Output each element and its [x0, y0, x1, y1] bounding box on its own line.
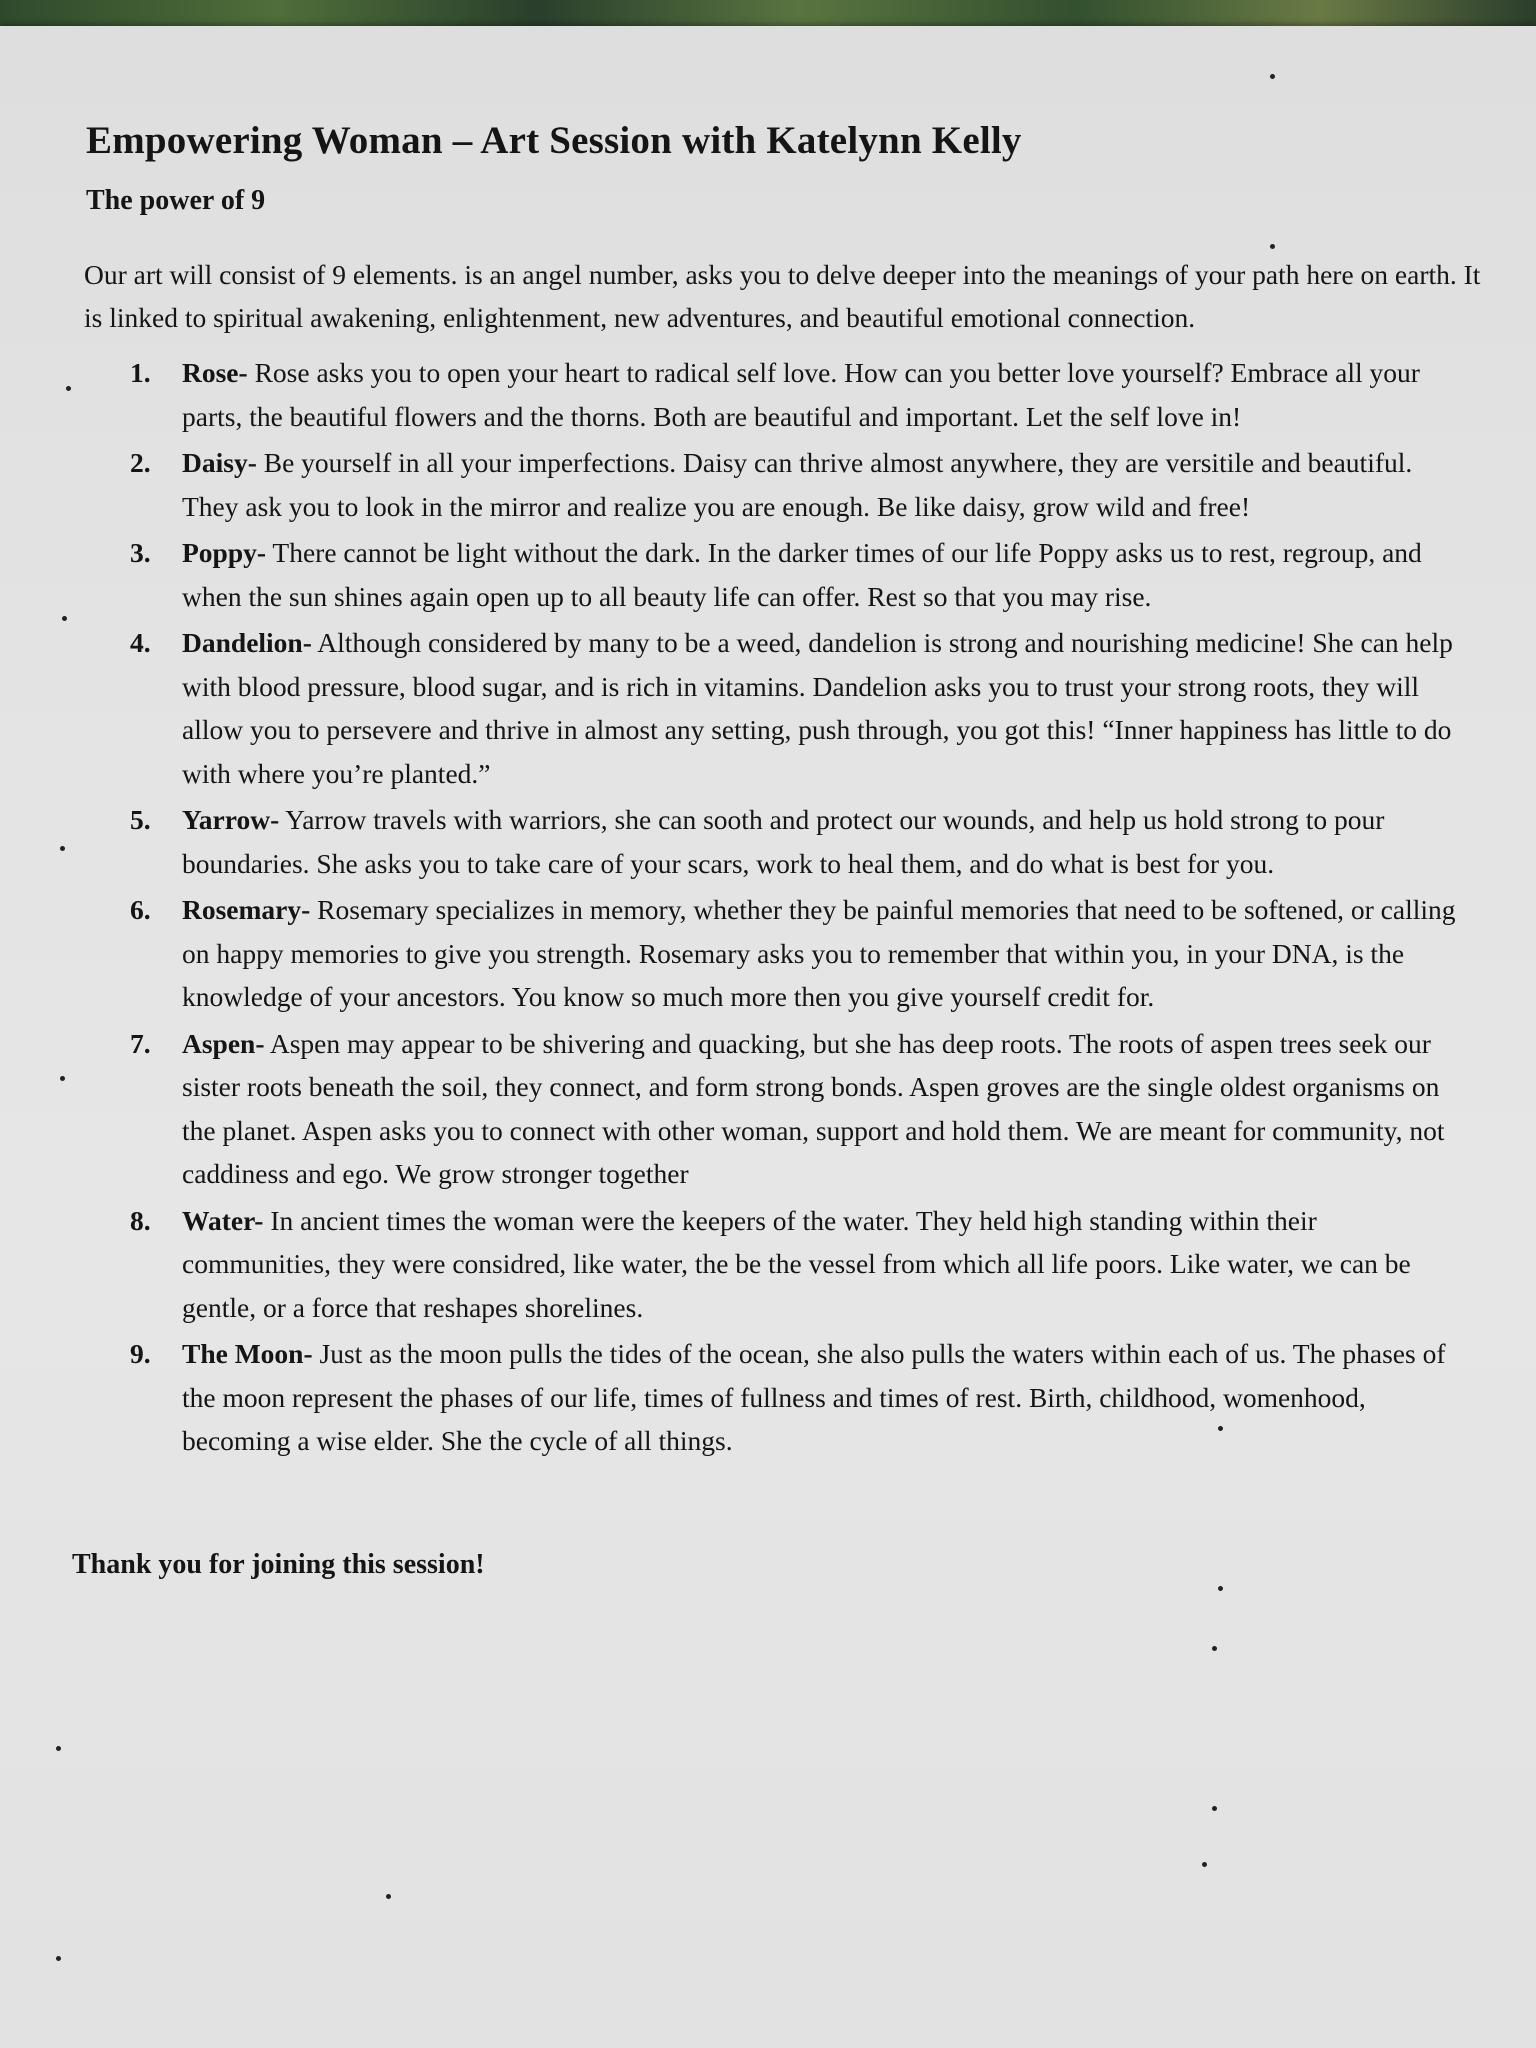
paper-speck	[1218, 1586, 1223, 1591]
item-text: There cannot be light without the dark. In the darker times of our life Poppy asks us to rest, regroup, and when the sun shines again open up to all beauty life can offer. Rest so that you may rise.	[182, 537, 1422, 612]
paper-speck	[60, 846, 65, 851]
document-body	[72, 118, 1504, 1581]
list-item	[130, 351, 1472, 438]
item-number: 9.	[130, 1338, 151, 1369]
paper-speck	[56, 1746, 61, 1751]
list-item	[130, 531, 1472, 618]
paper-speck	[1212, 1646, 1217, 1651]
paper-speck	[1202, 1862, 1207, 1867]
item-number: 3.	[130, 537, 151, 568]
list-item	[130, 888, 1472, 1019]
item-name: Yarrow-	[182, 804, 280, 835]
list-item	[130, 798, 1472, 885]
list-item	[130, 1199, 1472, 1330]
item-number: 4.	[130, 627, 151, 658]
item-text: Rosemary specializes in memory, whether they be painful memories that need to be softened, or calling on happy memories to give you strength. Rosemary asks you to remember that within you, in your DNA, is the knowledge of your ancestors. You know so much more then you give yourself credit for.	[182, 894, 1456, 1012]
paper-speck	[60, 1076, 65, 1081]
document-subtitle: The power of 9	[86, 185, 266, 216]
document-title: Empowering Woman – Art Session with Katelynn Kelly	[86, 119, 1022, 162]
item-text: Aspen may appear to be shivering and quacking, but she has deep roots. The roots of aspen trees seek our sister roots beneath the soil, they connect, and form strong bonds. Aspen groves are the single oldest organisms on the planet. Aspen asks you to connect with other woman, support and hold them. We are meant for community, not caddiness and ego. We grow stronger together	[182, 1027, 1445, 1189]
paper-speck	[386, 1894, 391, 1899]
item-text: In ancient times the woman were the keepers of the water. They held high standing within their communities, they were considred, like water, the be the vessel from which all life poors. Like water, we can be gentle, or a force that reshapes shorelines.	[182, 1204, 1411, 1323]
item-number: 1.	[130, 357, 151, 388]
item-name: The Moon-	[182, 1338, 313, 1369]
item-number: 6.	[130, 894, 151, 925]
item-name: Aspen-	[182, 1027, 265, 1059]
item-name: Poppy-	[182, 537, 267, 568]
list-item	[130, 621, 1472, 795]
paper-speck	[1212, 1806, 1217, 1811]
item-name: Rose-	[182, 357, 248, 388]
item-text: Rose asks you to open your heart to radical self love. How can you better love yourself? Embrace all your parts, the beautiful flowers and the thorns. Both are beautiful and important. Let the self love in!	[182, 357, 1420, 432]
item-text: Just as the moon pulls the tides of the ocean, she also pulls the waters within each of us. The phases of the moon represent the phases of our life, times of fullness and times of rest. Birth, childhood, womenhood, becoming a wise elder. She the cycle of all things.	[182, 1338, 1446, 1456]
item-name: Dandelion-	[182, 627, 312, 658]
intro-paragraph: Our art will consist of 9 elements. is an angel number, asks you to delve deeper into the meanings of your path here on earth. It is linked to spiritual awakening, enlightenment, new adventures, and beautiful emotional connection.	[84, 259, 1481, 333]
item-number: 2.	[130, 447, 151, 478]
list-item	[130, 1022, 1472, 1196]
paper-sheet	[0, 26, 1536, 2048]
item-text: Yarrow travels with warriors, she can sooth and protect our wounds, and help us hold strong to pour boundaries. She asks you to take care of your scars, work to heal them, and do what is best for you.	[182, 804, 1385, 879]
item-number: 7.	[130, 1027, 151, 1059]
item-text: Be yourself in all your imperfections. Daisy can thrive almost anywhere, they are versitile and beautiful. They ask you to look in the mirror and realize you are enough. Be like daisy, grow wild and free!	[182, 447, 1413, 522]
item-number: 8.	[130, 1204, 151, 1236]
item-name: Water-	[182, 1204, 264, 1236]
list-item	[130, 1332, 1472, 1463]
item-name: Rosemary-	[182, 894, 311, 925]
closing-message: Thank you for joining this session!	[72, 1548, 485, 1580]
paper-speck	[62, 616, 67, 621]
paper-speck	[1270, 74, 1275, 79]
list-item	[130, 441, 1472, 528]
item-text: Although considered by many to be a weed, dandelion is strong and nourishing medicine! She can help with blood pressure, blood sugar, and is rich in vitamins. Dandelion asks you to trust your strong roots, they will allow you to persevere and thrive in almost any setting, push through, you got this! “Inner happiness has little to do with where you’re planted.”	[182, 627, 1453, 789]
item-number: 5.	[130, 804, 151, 835]
item-name: Daisy-	[182, 447, 257, 478]
paper-speck	[56, 1956, 61, 1961]
paper-speck	[66, 386, 71, 391]
elements-list	[84, 351, 1504, 1463]
